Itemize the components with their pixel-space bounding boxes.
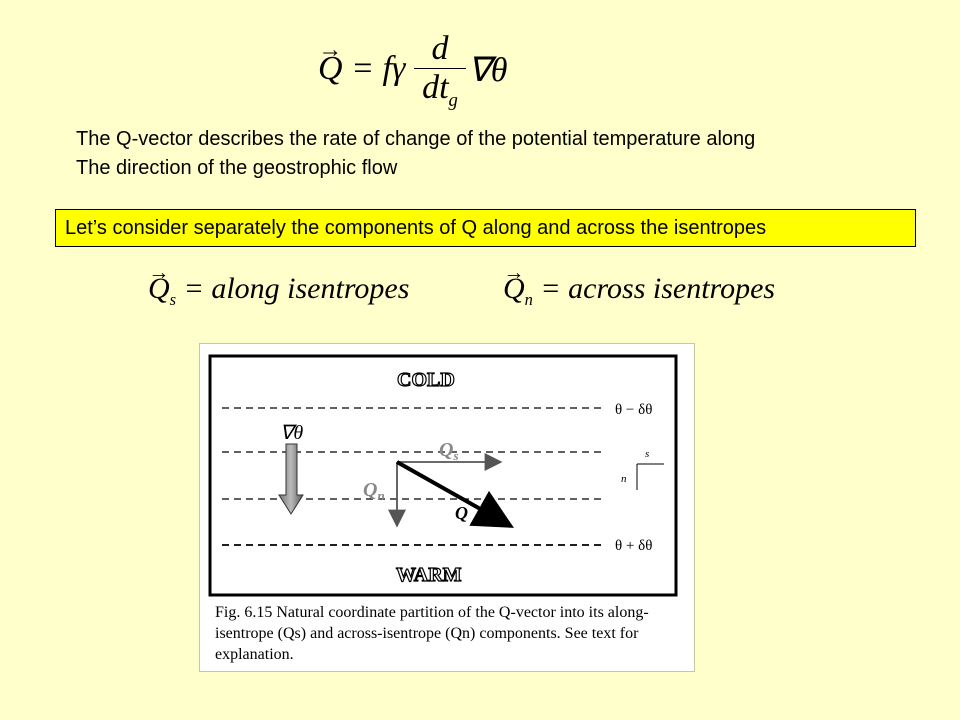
q-vector-figure: [199, 343, 695, 672]
q-vector-formula: [318, 30, 518, 110]
q-vector-symbol: → Q: [318, 50, 343, 88]
formula-factor: = fγ: [351, 50, 406, 87]
figure-caption: Fig. 6.15 Natural coordinate partition of the Q-vector into its along-isentrope (Qs) and across-isentrope (Qn) components. See text for explanation.: [215, 604, 649, 663]
highlight-box: Let’s consider separately the components of Q along and across the isentropes: [55, 209, 916, 247]
qs-formula: [148, 272, 409, 310]
qn-figure-sub: n: [377, 488, 385, 503]
formula-denominator-sub: g: [448, 89, 458, 111]
q-figure-label: Q: [455, 503, 468, 523]
qs-symbol: → Q: [148, 272, 170, 306]
formula-numerator: d: [431, 30, 449, 67]
formula-gradient: ∇θ: [468, 52, 508, 89]
grad-theta-label: ∇θ: [280, 422, 304, 444]
formula-fraction: [416, 30, 464, 120]
qn-symbol: → Q: [503, 272, 525, 306]
theta-minus-label: θ − δθ: [615, 402, 653, 418]
qs-figure-label: Q: [439, 439, 454, 461]
description-line-1: The Q-vector describes the rate of change of the potential temperature along: [76, 128, 756, 150]
diagram-frame: [210, 356, 676, 595]
warm-label: WARM: [396, 564, 462, 586]
qn-sub: n: [524, 290, 533, 309]
description-line-2: The direction of the geostrophic flow: [76, 157, 398, 179]
qs-text: = along isentropes: [183, 272, 410, 305]
cold-label: COLD: [397, 369, 455, 391]
qn-text: = across isentropes: [540, 272, 776, 305]
qs-figure-sub: s: [453, 448, 459, 463]
formula-denominator: dt: [422, 69, 449, 106]
theta-plus-label: θ + δθ: [615, 538, 653, 554]
qn-formula: [503, 272, 775, 310]
axis-n-label: n: [621, 473, 627, 485]
axis-s-label: s: [645, 448, 650, 460]
qs-sub: s: [169, 290, 177, 309]
qn-figure-label: Q: [363, 479, 378, 501]
